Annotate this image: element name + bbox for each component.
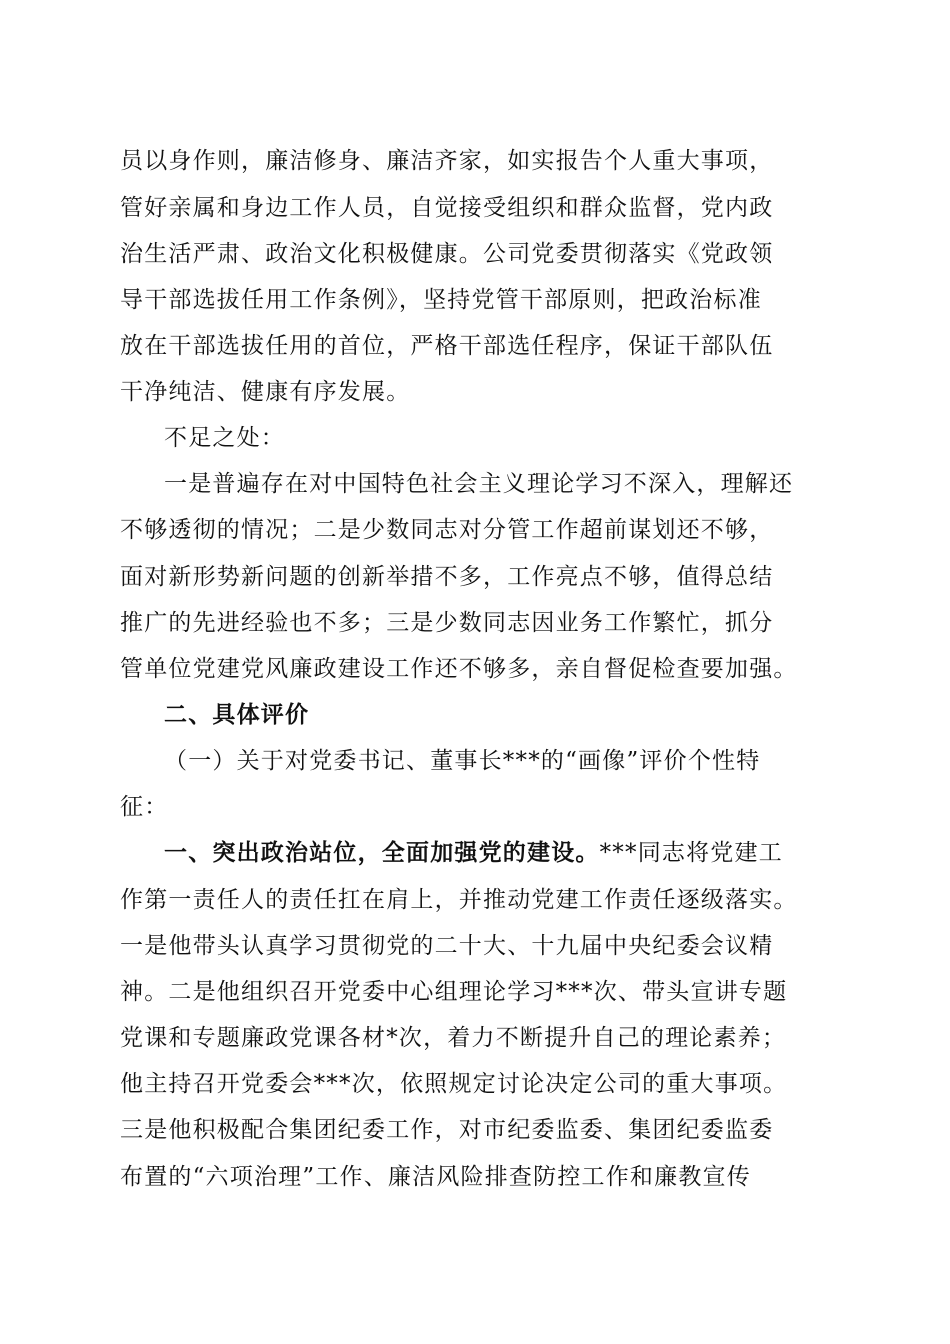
paragraph-line: 治生活严肃、政治文化积极健康。公司党委贯彻落实《党政领 [120,241,774,267]
paragraph-line: 管好亲属和身边工作人员，自觉接受组织和群众监督，党内政 [120,195,774,221]
paragraph-line: 导干部选拔任用工作条例》，坚持党管干部原则，把政治标准 [120,287,762,313]
paragraph-line: 作第一责任人的责任扛在肩上，并推动党建工作责任逐级落实。 [120,887,798,913]
paragraph-line: 他主持召开党委会***次，依照规定讨论决定公司的重大事项。 [120,1071,788,1097]
paragraph-line: 神。二是他组织召开党委中心组理论学习***次、带头宣讲专题 [120,979,788,1005]
paragraph-line: 面对新形势新问题的创新举措不多，工作亮点不够，值得总结 [120,564,774,590]
section-heading: 二、具体评价 [164,701,310,728]
paragraph-line: 不够透彻的情况；二是少数同志对分管工作超前谋划还不够， [120,517,774,543]
paragraph-line: 推广的先进经验也不多；三是少数同志因业务工作繁忙，抓分 [120,610,774,636]
paragraph-line: 员以身作则，廉洁修身、廉洁齐家，如实报告个人重大事项， [120,148,774,174]
subsection-heading-cont: 征： [120,794,169,820]
paragraph-line: 干净纯洁、健康有序发展。 [120,379,411,405]
paragraph-line: 一是普遍存在对中国特色社会主义理论学习不深入，理解还 [164,471,794,497]
paragraph-line: 管单位党建党风廉政建设工作还不够多，亲自督促检查要加强。 [120,656,798,682]
paragraph-line: 党课和专题廉政党课各材*次，着力不断提升自己的理论素养； [120,1025,787,1051]
paragraph-line: 放在干部选拔任用的首位，严格干部选任程序，保证干部队伍 [120,333,774,359]
paragraph-line: 布置的“六项治理”工作、廉洁风险排查防控工作和廉教宣传 [120,1164,751,1190]
paragraph-line [164,838,840,868]
point-body: ***同志将党建工 [599,840,783,866]
subsection-heading: （一）关于对党委书记、董事长***的“画像”评价个性特 [164,748,761,774]
point-heading: 一、突出政治站位，全面加强党的建设。 [164,839,600,866]
paragraph-line: 三是他积极配合集团纪委工作，对市纪委监委、集团纪委监委 [120,1117,774,1143]
paragraph-line: 一是他带头认真学习贯彻党的二十大、十九届中央纪委会议精 [120,933,774,959]
shortcomings-heading: 不足之处： [164,425,285,451]
